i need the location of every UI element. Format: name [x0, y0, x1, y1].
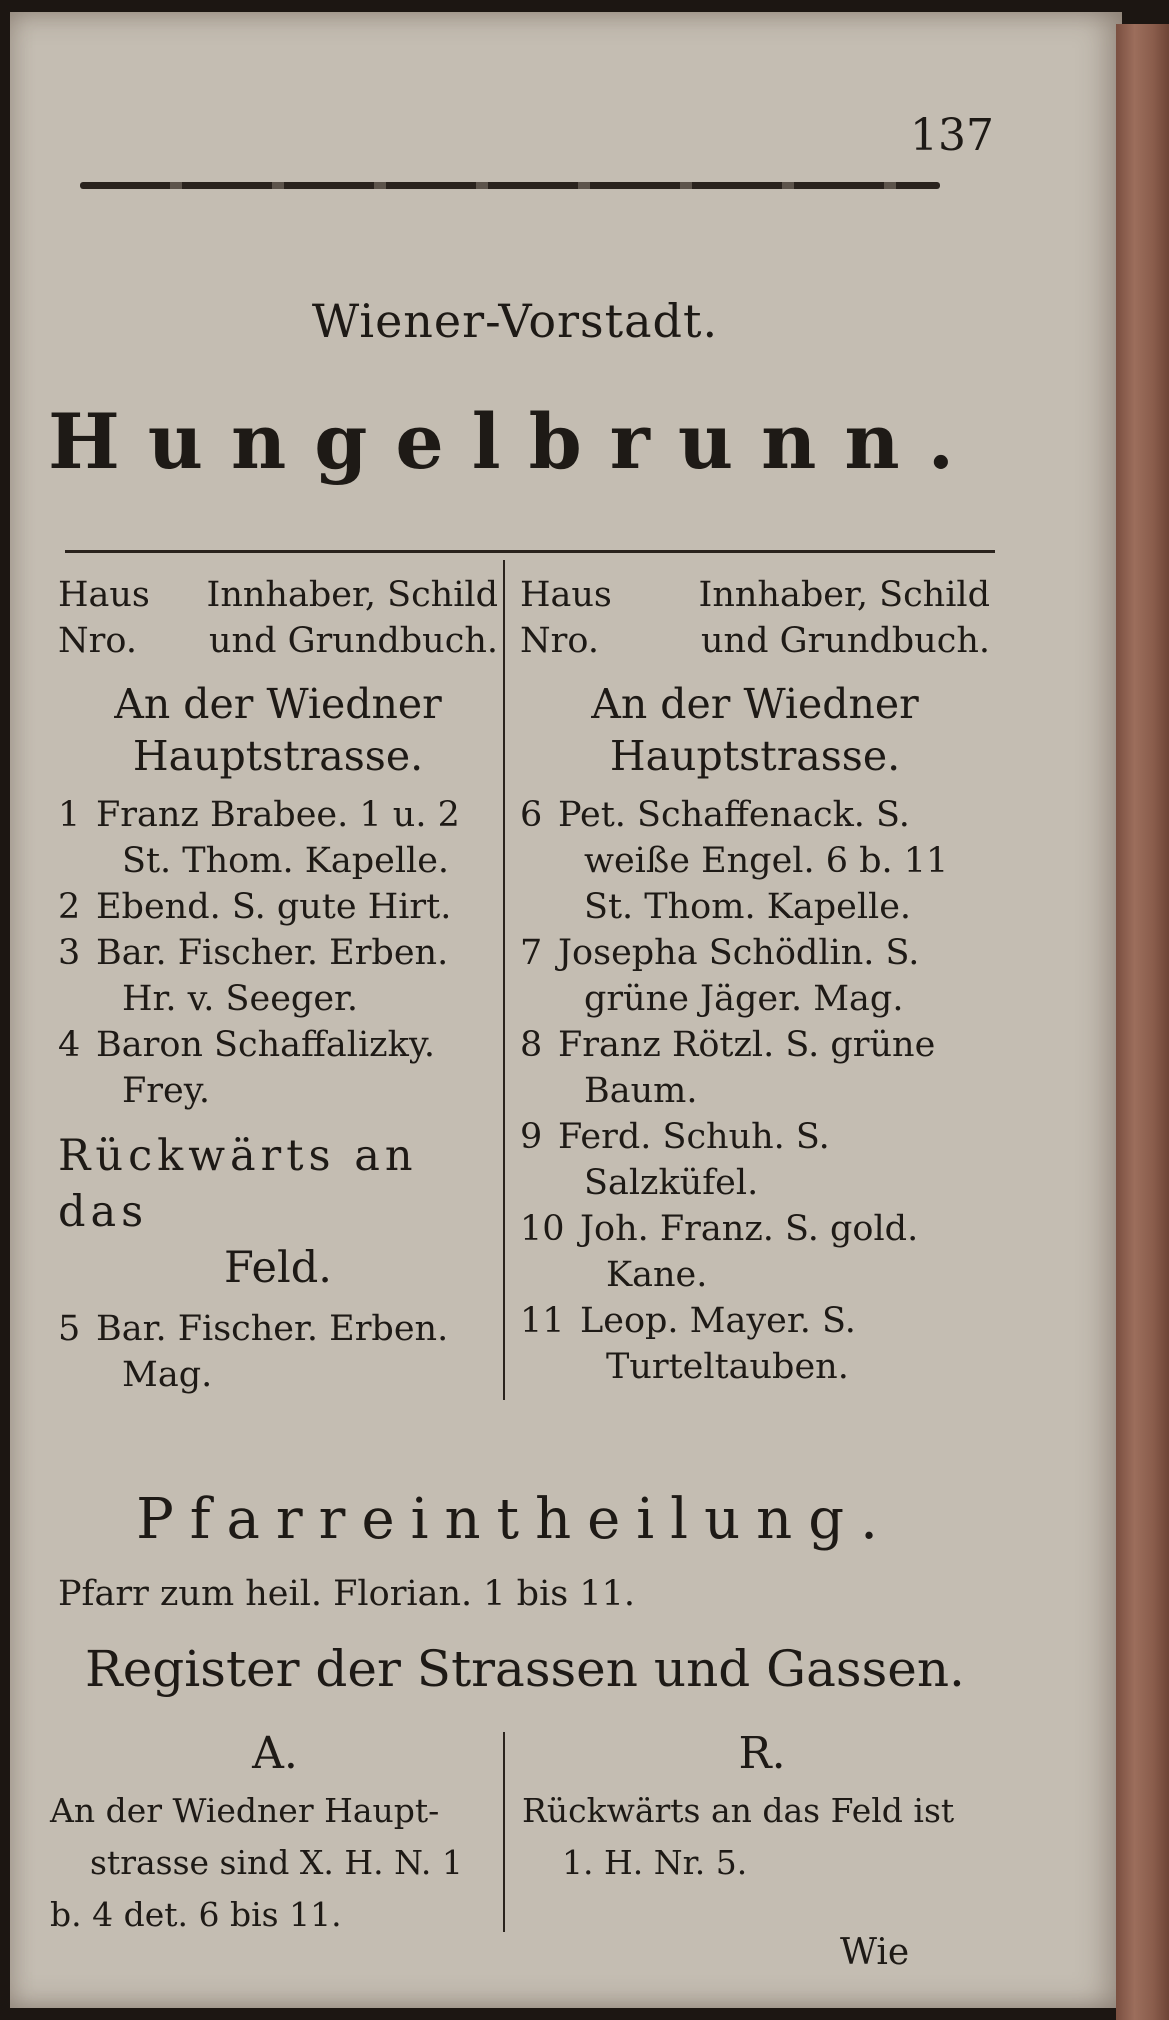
house-entry [58, 1022, 498, 1114]
register-left [50, 1727, 500, 1941]
entry-line: weiße Engel. 6 b. 11 [584, 841, 949, 881]
register-line: b. 4 det. 6 bis 11. [50, 1895, 342, 1934]
header-grundbuch: und Grundbuch. [208, 621, 498, 661]
house-entry [58, 884, 498, 930]
header-innhaber: Innhaber, Schild [206, 575, 498, 615]
house-number: 4 [58, 1025, 81, 1065]
column-divider [503, 560, 505, 1400]
entry-line: Kane. [606, 1255, 708, 1295]
register-line: 1. H. Nr. 5. [562, 1843, 748, 1882]
street-heading-line: Hauptstrasse. [132, 732, 424, 780]
entry-line: St. Thom. Kapelle. [584, 887, 912, 927]
entry-line: Bar. Fischer. Erben. [96, 933, 449, 973]
register-line: An der Wiedner Haupt- [50, 1791, 440, 1830]
book-edge [1116, 24, 1169, 2020]
entry-line: Frey. [122, 1071, 210, 1111]
house-entry [520, 930, 990, 1022]
register-heading: Register der Strassen und Gassen. [85, 1640, 965, 1698]
street-heading [58, 1128, 498, 1296]
entry-line: grüne Jäger. Mag. [584, 979, 904, 1019]
house-entry [520, 1114, 990, 1206]
entry-line: Ferd. Schuh. S. [558, 1117, 830, 1157]
house-number: 9 [520, 1117, 543, 1157]
house-entry [520, 1298, 990, 1390]
entry-line: Leop. Mayer. S. [580, 1301, 856, 1341]
house-number: 5 [58, 1309, 81, 1349]
header-grundbuch: und Grundbuch. [700, 621, 990, 661]
entry-line: Franz Brabee. 1 u. 2 [96, 795, 460, 835]
table-header-row [58, 572, 498, 618]
house-number: 1 [58, 795, 81, 835]
entry-line: Salzküfel. [584, 1163, 759, 1203]
house-entry [520, 1206, 990, 1298]
table-header-row [520, 572, 990, 618]
catchword: Wie [840, 1932, 910, 1973]
entry-line: Turteltauben. [606, 1347, 849, 1387]
entry-line: Bar. Fischer. Erben. [96, 1309, 449, 1349]
register-letter: A. [252, 1728, 298, 1779]
register-line: strasse sind X. H. N. 1 [90, 1843, 463, 1882]
left-column [58, 572, 498, 1398]
house-entry [520, 792, 990, 930]
house-entry [520, 1022, 990, 1114]
table-top-rule [65, 550, 995, 553]
house-number: 2 [58, 887, 81, 927]
house-number: 3 [58, 933, 81, 973]
entry-line: Josepha Schödlin. S. [558, 933, 920, 973]
entry-line: Pet. Schaffenack. S. [558, 795, 910, 835]
book-page [10, 12, 1122, 2008]
header-nro: Nro. [520, 621, 599, 661]
entry-line: Hr. v. Seeger. [122, 979, 359, 1019]
parish-heading: Pfarreintheilung. [136, 1487, 894, 1552]
register-divider [503, 1732, 505, 1932]
register-letter: R. [738, 1728, 786, 1779]
house-number: 8 [520, 1025, 543, 1065]
house-entry [58, 930, 498, 1022]
section-heading: Wiener-Vorstadt. [311, 294, 719, 348]
entry-line: Ebend. S. gute Hirt. [96, 887, 452, 927]
house-number: 6 [520, 795, 543, 835]
entry-line: Mag. [122, 1355, 213, 1395]
ornamental-rule [80, 182, 940, 189]
entry-line: Franz Rötzl. S. grüne [558, 1025, 936, 1065]
house-entry [58, 792, 498, 884]
house-number: 10 [520, 1209, 565, 1249]
street-heading-line: Feld. [224, 1243, 332, 1293]
house-number: 11 [520, 1301, 565, 1341]
header-nro: Nro. [58, 621, 137, 661]
street-heading-line: An der Wiedner [591, 680, 919, 728]
header-haus: Haus [58, 575, 150, 615]
table-header-row [58, 618, 498, 664]
house-entry [58, 1306, 498, 1398]
register-right [522, 1727, 1002, 1889]
street-heading [520, 678, 990, 782]
right-column [520, 572, 990, 1390]
street-heading-line: Rückwärts an das [58, 1131, 418, 1237]
page-title: Hungelbrunn. [47, 397, 983, 486]
street-heading [58, 678, 498, 782]
register-line: Rückwärts an das Feld ist [522, 1791, 955, 1830]
street-heading-line: Hauptstrasse. [609, 732, 901, 780]
street-heading-line: An der Wiedner [114, 680, 442, 728]
house-number: 7 [520, 933, 543, 973]
header-innhaber: Innhaber, Schild [698, 575, 990, 615]
table-header-row [520, 618, 990, 664]
entry-line: Baum. [584, 1071, 698, 1111]
entry-line: Joh. Franz. S. gold. [580, 1209, 919, 1249]
parish-line: Pfarr zum heil. Florian. 1 bis 11. [58, 1574, 636, 1614]
entry-line: Baron Schaffalizky. [96, 1025, 436, 1065]
header-haus: Haus [520, 575, 612, 615]
entry-line: St. Thom. Kapelle. [122, 841, 450, 881]
page-number: 137 [910, 110, 994, 161]
